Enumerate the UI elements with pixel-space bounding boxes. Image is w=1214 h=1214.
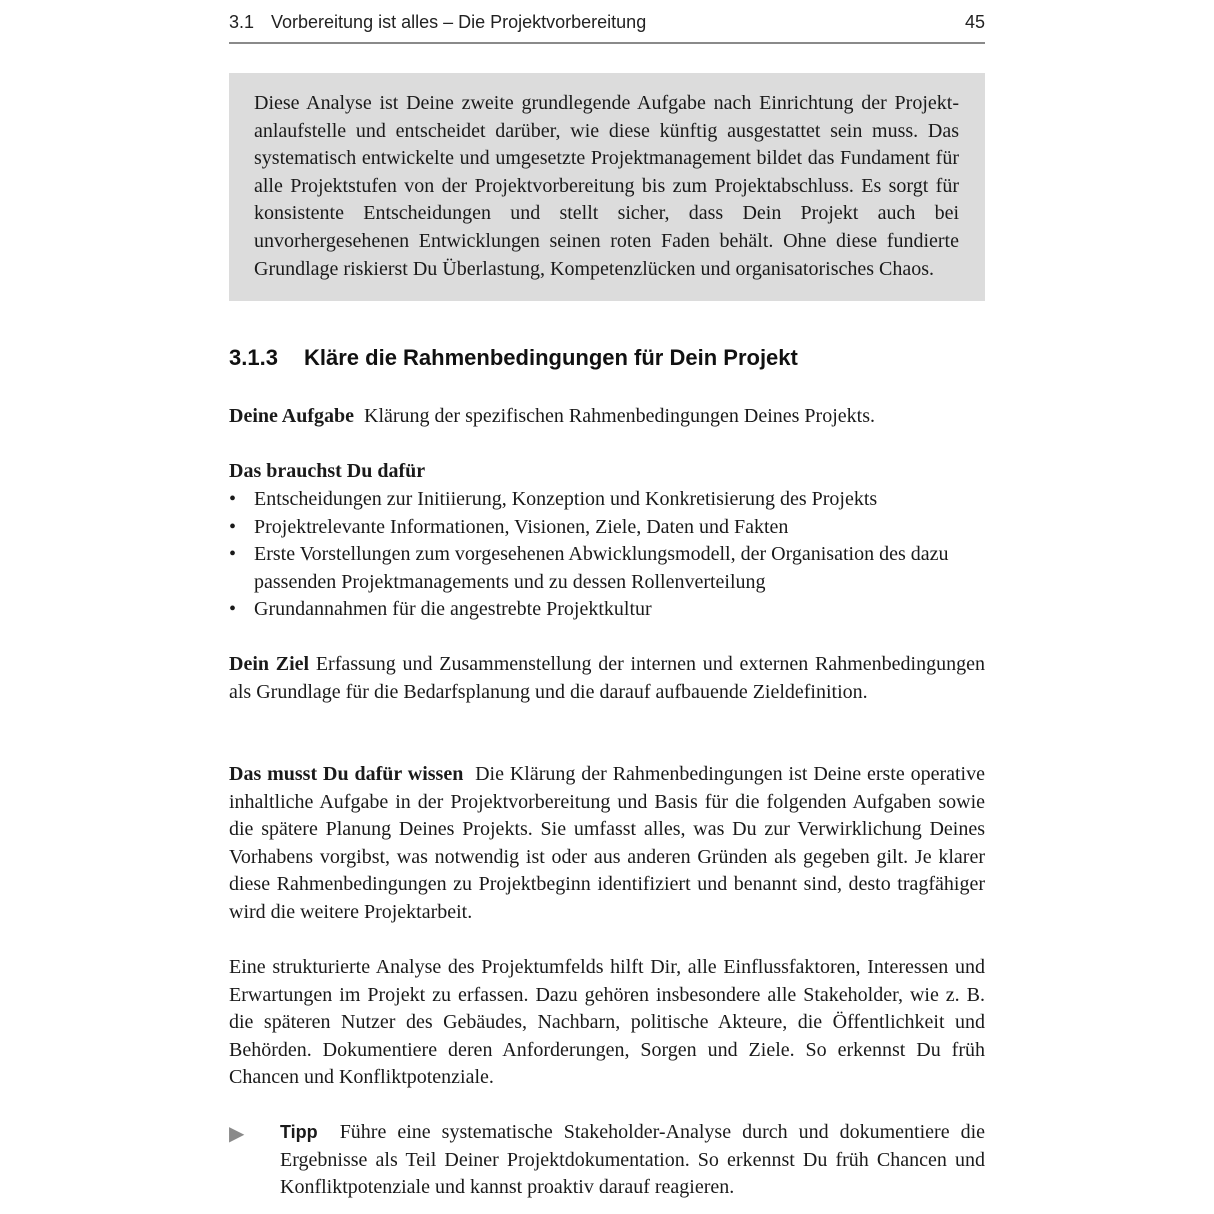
tip-label: Tipp (280, 1122, 318, 1142)
running-header (229, 8, 985, 44)
page-number: 45 (964, 12, 985, 32)
section-heading (229, 345, 985, 371)
summary-box-text: Diese Analyse ist Deine zweite grundlegende Aufgabe nach Einrichtung der Projektanlaufstelle und entscheidet darüber, wie diese künftig ausgestattet sein muss. Das systematisch entwickelte und umgesetzte Projektmanagement bildet das Fundament für alle Projektstufen von der Projektvorbereitung bis zum Projektabschluss. Es sorgt für konsistente Entscheidungen und stellt sicher, dass Dein Projekt auch bei unvorhergesehenen Entwicklungen seinen roten Faden behält. Ohne diese fundierte Grundlage riskierst Du Überlastung, Kompetenzlücken und organisatorisches Chaos. (254, 92, 959, 280)
needs-list (229, 486, 985, 624)
list-item-text: Projektrelevante Informationen, Visionen, Ziele, Daten und Fakten (254, 515, 789, 538)
triangle-right-icon: ▶ (229, 1121, 245, 1145)
section-number: 3.1.3 (229, 345, 278, 370)
knowledge-label: Das musst Du dafür wissen (229, 763, 464, 785)
summary-box (229, 73, 985, 301)
header-section-title: Vorbereitung ist alles – Die Projektvorbereitung (271, 12, 647, 32)
needs-heading (229, 458, 985, 486)
list-item (229, 514, 985, 542)
section-title: Kläre die Rahmenbedingungen für Dein Projekt (304, 345, 798, 370)
list-item-text: Erste Vorstellungen zum vorgesehenen Abwicklungsmodell, der Organisation des dazu passenden Projektmanagements und zu dessen Rollenverteilung (254, 543, 949, 593)
knowledge-paragraph (229, 761, 985, 927)
list-item-text: Grundannahmen für die angestrebte Projektkultur (254, 598, 652, 621)
task-text: Klärung der spezifischen Rahmenbedingungen Deines Projekts. (364, 405, 875, 427)
list-item (229, 486, 985, 514)
tip-paragraph (280, 1119, 985, 1202)
bullet-icon: • (229, 515, 237, 538)
goal-paragraph (229, 651, 985, 706)
knowledge-text: Die Klärung der Rahmenbedingungen ist Deine erste operative inhaltliche Aufgabe in der Projektvorbereitung und Basis für die folgenden Aufgaben sowie die spätere Planung Deines Projekts. Sie umfasst alles, was Du zur Verwirklichung Deines Vorhabens vorgibst, was notwendig ist oder aus anderen Gründen als gegeben gilt. Je klarer diese Rahmenbedingungen zu Projektbeginn identifiziert und benannt sind, desto tragfähiger wird die weitere Projektarbeit. (229, 763, 985, 923)
goal-text: Erfassung und Zusammenstellung der internen und externen Rahmenbedingungen als Grundlage für die Bedarfsplanung und die darauf aufbauende Zieldefinition. (229, 653, 985, 703)
task-label: Deine Aufgabe (229, 405, 354, 427)
tip-text: Führe eine systematische Stakeholder-Analyse durch und dokumentiere die Ergebnisse als Teil Deiner Projektdokumentation. So erkennst Du früh Chancen und Konfliktpotenziale und kannst proaktiv darauf reagieren. (280, 1121, 986, 1199)
list-item (229, 541, 985, 596)
goal-label: Dein Ziel (229, 653, 310, 675)
list-item-text: Entscheidungen zur Initiierung, Konzeption und Konkretisierung des Projekts (254, 488, 878, 510)
analysis-paragraph: Eine strukturierte Analyse des Projektumfelds hilft Dir, alle Einflussfaktoren, Interessen und Erwartungen im Projekt zu erfassen. Dazu gehören insbesondere alle Stakeholder, wie z. B. die späteren Nutzer des Gebäudes, Nachbarn, politische Akteure, die Öffentlichkeit und Behörden. Dokumentiere deren Anforderungen, Sorgen und Ziele. So erkennst Du früh Chancen und Konfliktpotenziale. (229, 956, 985, 1089)
bullet-icon: • (229, 598, 237, 621)
tip-block (229, 1119, 985, 1202)
bullet-icon: • (229, 488, 237, 510)
needs-label: Das brauchst Du dafür (229, 460, 426, 482)
list-item (229, 596, 985, 624)
task-paragraph (229, 403, 985, 431)
bullet-icon: • (229, 543, 237, 566)
header-section-number: 3.1 (229, 12, 255, 32)
